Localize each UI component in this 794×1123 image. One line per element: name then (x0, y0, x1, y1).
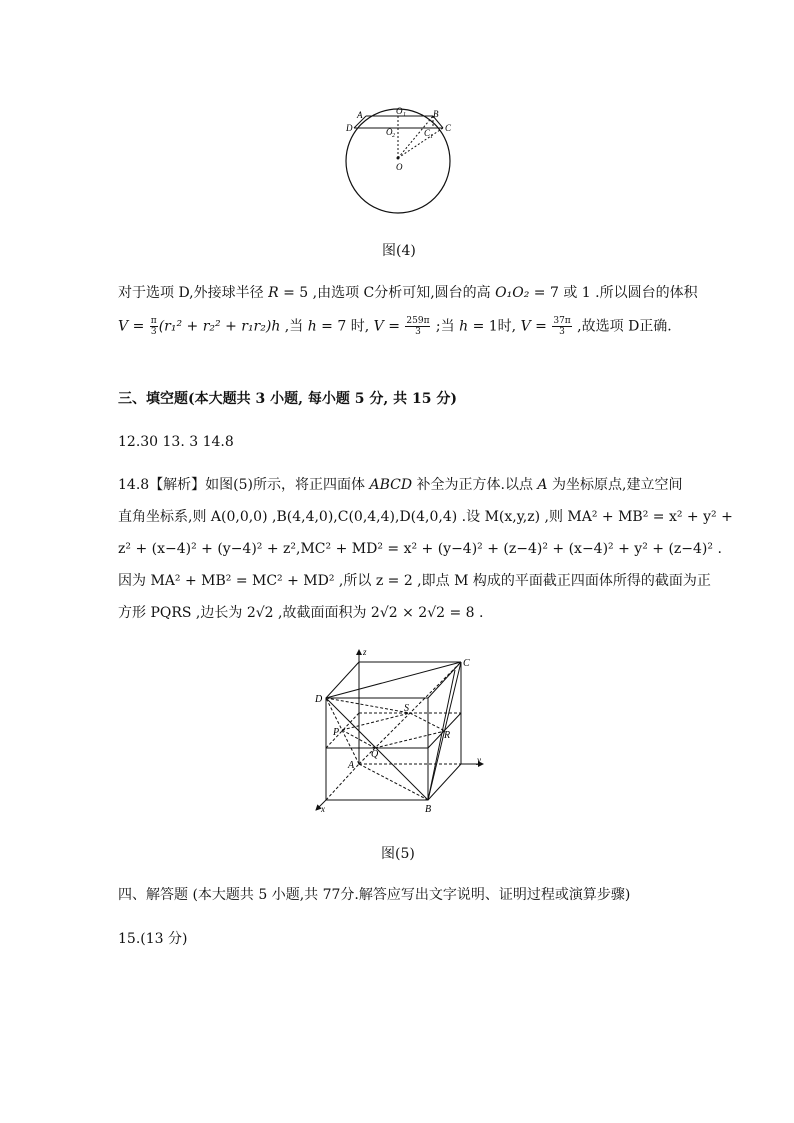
text-segment: = 7 时, (316, 318, 374, 335)
fig4-label-o1-sub: 1 (403, 112, 406, 118)
var-a: A (537, 477, 548, 493)
fig5-label-b: B (425, 804, 432, 815)
frac-den: 3 (150, 327, 157, 337)
figure-5-diagram (305, 640, 495, 815)
fig4-label-o2-sub: 2 (392, 133, 395, 139)
figure-4-caption: 图(4) (382, 243, 416, 259)
fig5-label-x: x (321, 804, 325, 814)
fig4-label-c1-sub: 1 (430, 134, 433, 140)
text-segment: ;当 (431, 318, 460, 335)
fig5-label-d: D (315, 694, 323, 705)
text-segment: ,故选项 D正确. (572, 318, 672, 335)
fig5-label-a: A (348, 760, 355, 771)
text-segment: = (128, 318, 149, 335)
fig5-label-z: z (363, 647, 367, 657)
fig4-label-o1: O (396, 106, 403, 116)
fig4-label-o: O (396, 162, 403, 172)
fig4-label-c1: C (424, 128, 431, 138)
text-segment: = (530, 318, 552, 335)
frac-num: π (150, 316, 157, 326)
fig5-label-c: C (463, 658, 470, 669)
text-segment: ,当 (280, 318, 308, 335)
var-v: V (373, 318, 384, 335)
fig4-label-o2: O (386, 127, 393, 137)
text-segment: 补全为正方体.以点 (412, 477, 538, 493)
fraction-259pi (405, 316, 430, 337)
text-segment: 对于选项 D,外接球半径 (118, 285, 269, 301)
fig5-label-r: R (444, 730, 451, 741)
frac-num: 259π (406, 316, 430, 326)
var-v: V (118, 318, 129, 335)
var-o1o2: O₁O₂ (495, 285, 530, 301)
fraction-37pi (552, 316, 571, 337)
figure-4-diagram (330, 100, 470, 225)
fig4-label-b: B (433, 109, 439, 119)
fig5-label-s: S (404, 703, 409, 714)
q14-line-3: z² + (x−4)² + (y−4)² + z²,MC² + MD² = x² + (y−4)² + (z−4)² + (x−4)² + y² + (z−4)² . (118, 541, 722, 557)
text-segment: = (383, 318, 405, 335)
fig4-label-c: C (445, 123, 452, 133)
section-4-heading: 四、解答题 (本大题共 5 小题,共 77分.解答应写出文字说明、证明过程或演算步骤) (118, 887, 631, 903)
fig5-label-q: Q (371, 749, 379, 760)
text-segment: = 1时, (468, 318, 521, 335)
text-segment: = 5 ,由选项 C分析可知,圆台的高 (278, 285, 496, 301)
q14-line-5: 方形 PQRS ,边长为 2√2 ,故截面面积为 2√2 × 2√2 = 8 . (118, 605, 484, 621)
fraction-pi-3 (150, 316, 158, 337)
q14-line-2: 直角坐标系,则 A(0,0,0) ,B(4,4,0),C(0,4,4),D(4,0,4) .设 M(x,y,z) ,则 MA² + MB² = x² + y² + (118, 509, 733, 525)
q14-line-4: 因为 MA² + MB² = MC² + MD² ,所以 z = 2 ,即点 M 构成的平面截正四面体所得的截面为正 (118, 573, 711, 589)
var-r: R (268, 285, 279, 301)
question-15-label: 15.(13 分) (118, 931, 188, 947)
frac-den: 3 (559, 327, 565, 337)
text-segment: 14.8【解析】如图(5)所示，将正四面体 (118, 477, 370, 493)
var-v: V (520, 318, 531, 335)
fig5-label-p: P (333, 727, 340, 738)
var-abcd: ABCD (369, 477, 413, 493)
option-d-line-2 (118, 316, 672, 337)
section-3-heading: 三、填空题(本大题共 3 小题, 每小题 5 分, 共 15 分) (118, 391, 457, 407)
fig4-label-d: D (346, 123, 353, 133)
figure-5-caption: 图(5) (381, 846, 415, 862)
formula: (r₁² + r₂² + r₁r₂)h (158, 318, 281, 335)
frac-num: 37π (553, 316, 571, 326)
option-d-line-1 (118, 283, 698, 303)
fig4-label-a: A (357, 110, 363, 120)
section-3-answers: 12.30 13. 3 14.8 (118, 434, 234, 450)
fig5-label-y: y (477, 755, 481, 765)
q14-line-1 (118, 475, 682, 495)
var-h: h (459, 318, 469, 335)
frac-den: 3 (415, 327, 421, 337)
var-h: h (307, 318, 317, 335)
text-segment: = 7 或 1 .所以圆台的体积 (529, 285, 698, 301)
text-segment: 为坐标原点,建立空间 (547, 477, 683, 493)
